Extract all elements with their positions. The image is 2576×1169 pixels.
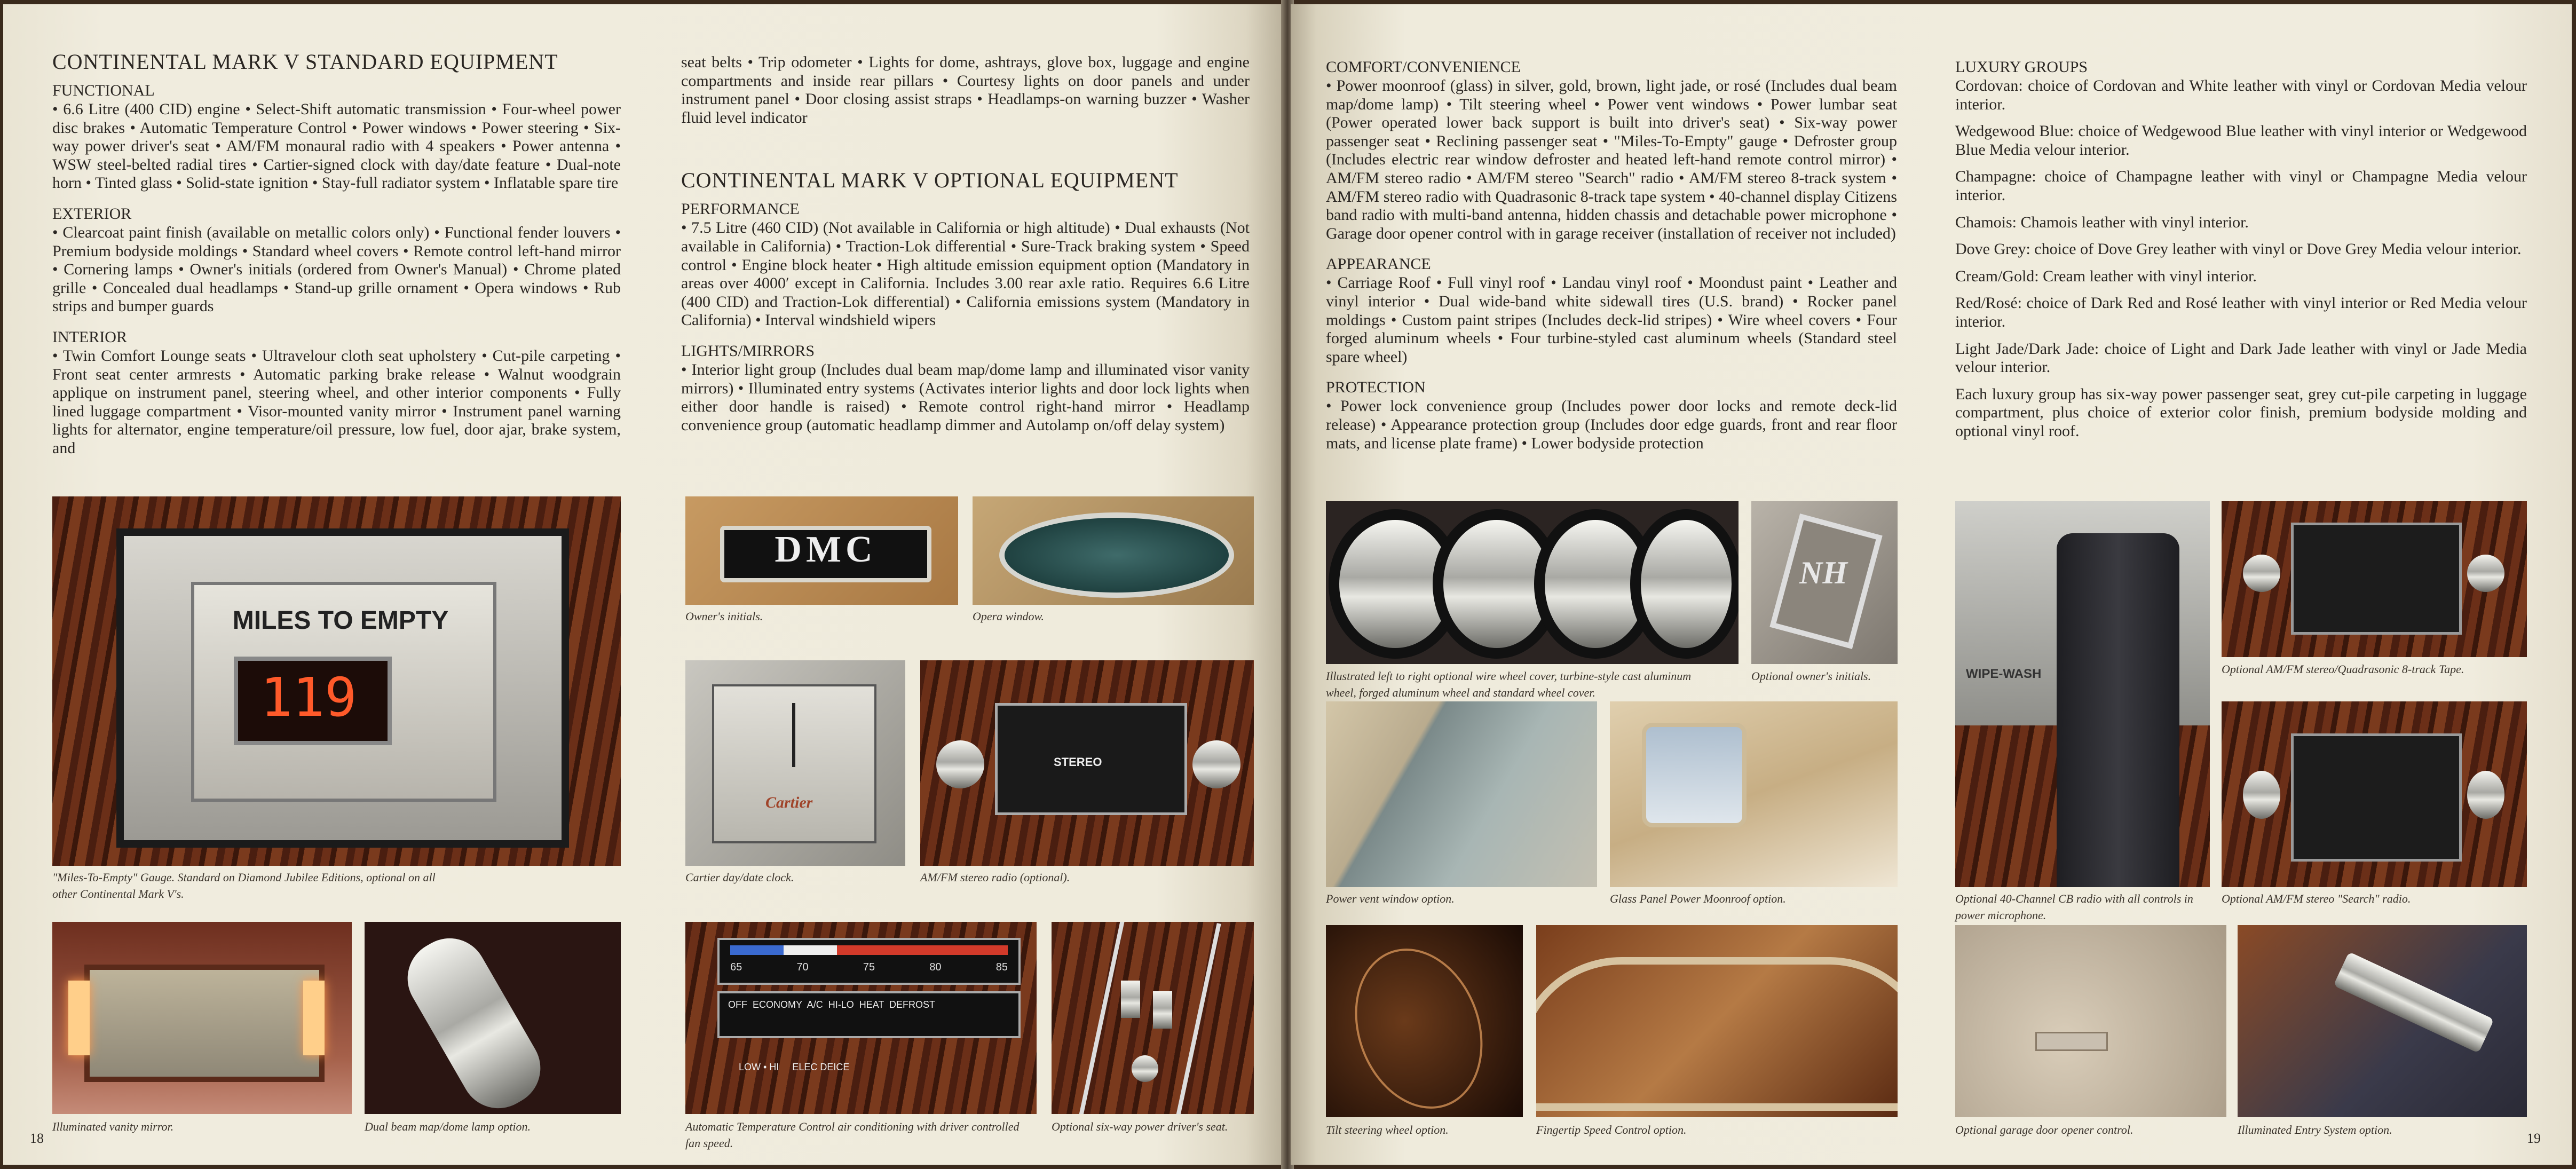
caption-optional-owners-initials: Optional owner's initials. xyxy=(1751,669,1871,683)
atc-mode-labels: OFF ECONOMY A/C HI-LO HEAT DEFROST xyxy=(728,999,936,1010)
photo-optional-owners-initials xyxy=(1751,501,1898,664)
section-heading-comfort: COMFORT/CONVENIENCE xyxy=(1326,58,1521,76)
temp-tick: 65 xyxy=(730,961,742,973)
caption-wheel-covers: Illustrated left to right optional wire wheel cover, turbine-style cast aluminum wheel, forged aluminum wheel and standard wheel cover. xyxy=(1326,669,1692,699)
luxury-item-wedgewood-blue: Wedgewood Blue: choice of Wedgewood Blue leather with vinyl interior or Wedgewood Blue Media velour interior. xyxy=(1955,122,2527,159)
caption-power-seat: Optional six-way power driver's seat. xyxy=(1052,1120,1228,1133)
section-text-appearance: • Carriage Roof • Full vinyl roof • Landau vinyl roof • Moondust paint • Leather and vinyl interior • Dual wide-band white sidewall tires (U.S. brand) • Rocker panel moldings • Custom paint stripes (Includes deck-lid stripes) • Wire wheel covers • Four forged aluminum wheels • Four turbine-styled cast aluminum wheels (Standard steel spare wheel) xyxy=(1326,274,1897,366)
section-text-lights-mirrors: • Interior light group (Includes dual beam map/dome lamp and illuminated visor vanity mirrors) • Illuminated entry systems (Activates interior lights and door lock lights when either door handle is raised) • Remote control right-hand mirror • Headlamp convenience group (automatic headlamp dimmer and Autolamp on/off delay system) xyxy=(681,360,1250,434)
section-heading-interior: INTERIOR xyxy=(52,328,127,346)
photo-miles-to-empty-gauge xyxy=(52,496,621,866)
section-heading-appearance: APPEARANCE xyxy=(1326,255,1431,273)
optional-equipment-column xyxy=(681,53,1250,446)
temp-tick: 80 xyxy=(929,961,942,973)
section-heading-functional: FUNCTIONAL xyxy=(52,82,155,99)
right-page xyxy=(1291,4,2572,1165)
gauge-label: MILES TO EMPTY xyxy=(232,606,449,635)
caption-power-vent-window: Power vent window option. xyxy=(1326,892,1455,905)
luxury-item-chamois: Chamois: Chamois leather with vinyl interior. xyxy=(1955,213,2249,231)
left-page xyxy=(3,4,1284,1165)
section-heading-performance: PERFORMANCE xyxy=(681,200,800,218)
caption-radio: AM/FM stereo radio (optional). xyxy=(920,871,1070,884)
photo-speed-control xyxy=(1536,925,1898,1117)
wipe-wash-label: WIPE-WASH xyxy=(1966,667,2042,681)
photo-quadrasonic-tape xyxy=(2222,501,2527,657)
temp-tick: 85 xyxy=(995,961,1008,973)
luxury-groups-note: Each luxury group has six-way power passenger seat, grey cut-pile carpeting in luggage compartment, plus choice of exterior color finish, premium bodyside molding and optional vinyl roof. xyxy=(1955,385,2527,440)
section-heading-lights-mirrors: LIGHTS/MIRRORS xyxy=(681,342,815,360)
section-text-functional: • 6.6 Litre (400 CID) engine • Select-Shift automatic transmission • Four-wheel power disc brakes • Automatic Temperature Control • Power windows • Power steering • Six-way power driver's seat • AM/FM monaural radio with 4 speakers • Power antenna • WSW steel-belted radial tires • Cartier-signed clock with day/date feature • Dual-note horn • Tinted glass • Solid-state ignition • Stay-full radiator system • Inflatable spare tire xyxy=(52,100,621,192)
section-text-exterior: • Clearcoat paint finish (available on metallic colors only) • Functional fender louvers • Premium bodyside moldings • Standard wheel covers • Remote control left-hand mirror • Cornering lamps • Owner's initials (ordered from Owner's Manual) • Chrome plated grille • Concealed dual headlamps • Stand-up grille ornament • Opera windows • Rub strips and bumper guards xyxy=(52,223,621,315)
section-heading-exterior: EXTERIOR xyxy=(52,204,132,223)
photo-cartier-clock xyxy=(685,660,905,866)
gauge-reading: 119 xyxy=(260,666,357,729)
photo-tilt-steering-wheel xyxy=(1326,925,1523,1117)
photo-vanity-mirror xyxy=(52,922,352,1114)
photo-search-radio xyxy=(2222,701,2527,887)
luxury-item-cream-gold: Cream/Gold: Cream leather with vinyl interior. xyxy=(1955,267,2257,285)
caption-search-radio: Optional AM/FM stereo "Search" radio. xyxy=(2222,892,2411,905)
photo-garage-door-opener xyxy=(1955,925,2226,1117)
section-heading-protection: PROTECTION xyxy=(1326,378,1426,397)
optional-initials: NH xyxy=(1799,555,1847,590)
photo-atc-control xyxy=(685,922,1037,1114)
initials-plate: DMC xyxy=(775,529,877,570)
section-text-comfort: • Power moonroof (glass) in silver, gold, brown, light jade, or rosé (Includes dual beam map/dome lamp) • Tilt steering wheel • Power vent windows • Power lumbar seat (Power operated lower back support is built into driver's seat) • Six-way power passenger seat • Reclining passenger seat • "Miles-To-Empty" gauge • Defroster group (Includes electric rear window defroster and heated left-hand remote control mirror) • AM/FM stereo radio • AM/FM stereo "Search" radio • AM/FM stereo 8-track system • AM/FM stereo radio with Quadrasonic 8-track tape system • 40-channel display Citizens band radio with multi-band antenna, hidden chassis and detachable power microphone • Garage door opener control with in garage receiver (installation of receiver not included) xyxy=(1326,77,1897,242)
caption-illuminated-entry: Illuminated Entry System option. xyxy=(2238,1123,2392,1136)
caption-owners-initials: Owner's initials. xyxy=(685,610,763,623)
luxury-groups-column xyxy=(1955,58,2527,453)
section-text-performance: • 7.5 Litre (460 CID) (Not available in California or high altitude) • Dual exhausts (Not available in California) • Traction-Lok differential • Sure-Track braking system • Speed control • Engine block heater • High altitude emission equipment option (Mandatory in areas over 4000′ except in California. Includes 3.00 rear axle ratio. Requires 6.6 Litre (400 CID) and Traction-Lok differential) • California emissions system (Mandatory in California) • Interval windshield wipers xyxy=(681,219,1250,329)
caption-cb-radio: Optional 40-Channel CB radio with all controls in power microphone. xyxy=(1955,892,2193,922)
luxury-item-dove-grey: Dove Grey: choice of Dove Grey leather with vinyl or Dove Grey Media velour interior. xyxy=(1955,240,2522,258)
temperature-scale xyxy=(730,961,1008,974)
photo-power-vent-window xyxy=(1326,701,1597,887)
standard-equipment-title: CONTINENTAL MARK V STANDARD EQUIPMENT xyxy=(52,50,558,74)
luxury-item-champagne: Champagne: choice of Champagne leather with vinyl or Champagne Media velour interior. xyxy=(1955,168,2527,204)
luxury-item-cordovan: Cordovan: choice of Cordovan and White leather with vinyl or Cordovan Media velour interior. xyxy=(1955,77,2527,113)
section-text-interior: • Twin Comfort Lounge seats • Ultravelour cloth seat upholstery • Cut-pile carpeting • Front seat center armrests • Automatic parking brake release • Walnut woodgrain applique on instrument panel, steering wheel, and other interior components • Fully lined luggage compartment • Visor-mounted vanity mirror • Instrument panel warning lights for alternator, engine temperature/oil pressure, low fuel, door ajar, brake system, and xyxy=(52,346,621,457)
photo-cb-radio xyxy=(1955,501,2210,887)
photo-wheel-covers xyxy=(1326,501,1739,664)
standard-equipment-column xyxy=(52,50,621,470)
page-number-right: 19 xyxy=(2527,1131,2541,1146)
clock-brand: Cartier xyxy=(765,794,813,811)
page-number-left: 18 xyxy=(30,1131,44,1146)
photo-dome-lamp xyxy=(365,922,621,1114)
caption-vanity-mirror: Illuminated vanity mirror. xyxy=(52,1120,174,1133)
luxury-item-jade: Light Jade/Dark Jade: choice of Light and Dark Jade leather with vinyl or Jade Media velour interior. xyxy=(1955,339,2527,376)
photo-illuminated-entry xyxy=(2238,925,2527,1117)
caption-miles-to-empty: "Miles-To-Empty" Gauge. Standard on Diamond Jubilee Editions, optional on all other Continental Mark V's. xyxy=(52,871,436,901)
photo-glass-moonroof xyxy=(1610,701,1898,887)
temp-tick: 70 xyxy=(796,961,809,973)
caption-glass-moonroof: Glass Panel Power Moonroof option. xyxy=(1610,892,1786,905)
photo-power-seat-control xyxy=(1052,922,1254,1114)
photo-am-fm-radio xyxy=(920,660,1254,866)
caption-opera-window: Opera window. xyxy=(973,610,1045,623)
atc-fan-labels: LOW • HI ELEC DEICE xyxy=(739,1062,850,1072)
section-text-protection: • Power lock convenience group (Includes power door locks and remote deck-lid release) • Appearance protection group (Includes door edge guards, front and rear floor mats, and license plate frame) • Lower bodyside protection xyxy=(1326,397,1897,452)
luxury-item-red-rose: Red/Rosé: choice of Dark Red and Rosé leather with vinyl interior or Red Media velour interior. xyxy=(1955,294,2527,330)
photo-opera-window xyxy=(973,496,1254,605)
caption-quadrasonic-tape: Optional AM/FM stereo/Quadrasonic 8-track Tape. xyxy=(2222,662,2464,676)
radio-label: STEREO xyxy=(1054,755,1102,769)
caption-speed-control: Fingertip Speed Control option. xyxy=(1536,1123,1687,1136)
caption-tilt-steering-wheel: Tilt steering wheel option. xyxy=(1326,1123,1449,1136)
section-text-interior-continued: seat belts • Trip odometer • Lights for dome, ashtrays, glove box, luggage and engine compartments and inside rear pillars • Courtesy lights on door panels and under instrument panel • Door closing assist straps • Headlamps-on warning buzzer • Washer fluid level indicator xyxy=(681,53,1250,127)
caption-garage-door-opener: Optional garage door opener control. xyxy=(1955,1123,2134,1136)
optional-equipment-title: CONTINENTAL MARK V OPTIONAL EQUIPMENT xyxy=(681,168,1179,193)
photo-owners-initials xyxy=(685,496,958,605)
caption-dome-lamp: Dual beam map/dome lamp option. xyxy=(365,1120,531,1133)
options-continued-column xyxy=(1326,58,1897,464)
temp-tick: 75 xyxy=(863,961,875,973)
caption-clock: Cartier day/date clock. xyxy=(685,871,794,884)
luxury-groups-heading: LUXURY GROUPS xyxy=(1955,58,2088,76)
caption-atc: Automatic Temperature Control air conditioning with driver controlled fan speed. xyxy=(685,1120,1020,1150)
